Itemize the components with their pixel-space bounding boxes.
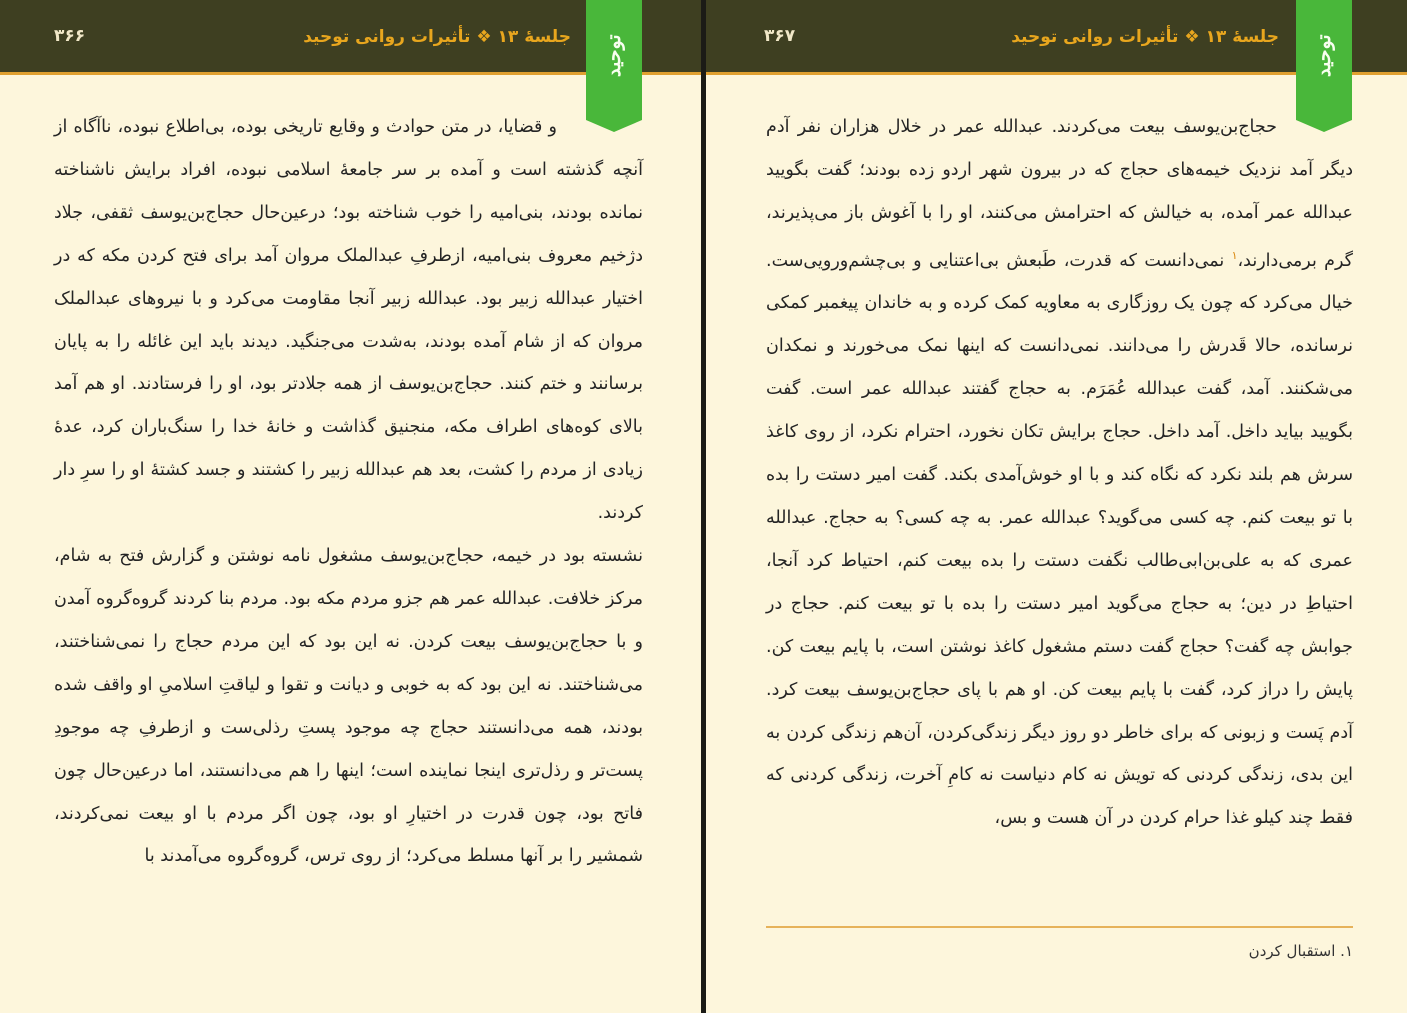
footnote: ۱. استقبال کردن [1248, 942, 1353, 960]
right-paragraph-start: حجاج‌بن‌یوسف بیعت می‌کردند. عبدالله عمر در خلال هزاران نفر آدم دیگر آمد نزدیک خیمه‌های حجاج که در بیرون شهر اردو زده بودند؛ گفت بگویید عبدالله عمر آمده، به خیالش که احترامش می‌کنند، او را با آغوش باز می‌پذیرند، گرم برمی‌دارند، [766, 117, 1354, 271]
left-ribbon-label: توحید [603, 34, 625, 78]
right-running-title: جلسهٔ ۱۳ ❖ تأثیرات روانی توحید [1011, 27, 1279, 47]
left-paragraph-2: نشسته بود در خیمه، حجاج‌بن‌یوسف مشغول نامه نوشتن و گزارش فتح به شام، مرکز خلافت. عبدالله عمر هم جزو مردم مکه بود. مردم بنا کردند گروه‌گروه آمدن و با حجاج‌بن‌یوسف بیعت کردن. نه این بود که این مردم حجاج را نمی‌شناختند، می‌شناختند. نه این بود که به خوبی و دیانت و تقوا و لیاقتِ اسلامیِ او واقف شده بودند، همه می‌دانستند حجاج چه موجود پستِ رذلی‌ست و ازطرفِ چه موجودِ پست‌تر و رذل‌تری اینجا نماینده است؛ اینها را هم می‌دانستند، اما درعین‌حال چون فاتح بود، چون قدرت در اختیارِ او بود، چون اگر مردم با او بیعت نمی‌کردند، شمشیر را بر آنها مسلط می‌کرد؛ از روی ترس، گروه‌گروه می‌آمدند با [54, 546, 643, 867]
right-paragraph [766, 106, 1353, 840]
right-paragraph-rest: نمی‌دانست که قدرت، طَبعش بی‌اعتنایی و بی‌چشم‌ورویی‌ست. خیال می‌کرد که چون یک روزگاری به معاویه کمک کرده و به خاندان پیغمبر کمکی نرسانده، حالا قَدرش را می‌دانند. نمی‌دانست که اینها نمک می‌خورند و نمکدان می‌شکنند. آمد، گفت عبدالله عُمَرَم. به حجاج گفتند عبدالله عمر است. گفت بگویید بیاید داخل. آمد داخل. حجاج برایش تکان نخورد، احترام نکرد، از روی کاغذ سرش هم بلند نکرد که نگاه کند و با او خوش‌آمدی بکند. گفت امیر دستت را بده با تو بیعت کنم. چه کسی می‌گوید؟ عبدالله عمر. به چه کسی؟ به حجاج. عبدالله عمری که به علی‌بن‌ابی‌طالب نگفت دستت را بده بیعت کنم، احتیاط کرد آنجا، احتیاطِ در دین؛ به حجاج می‌گوید امیر دستت را بده با تو بیعت کنم. حجاج در جوابش چه گفت؟ حجاج گفت دستم مشغول کاغذ نوشتن است، با پایم بیعت کن. پایش را دراز کرد، گفت با پایم بیعت کن. او هم با پای حجاج‌بن‌یوسف بیعت کرد. آدم پَست و زبونی که برای خاطر دو روز دیگر زندگی‌کردن، آن‌هم زندگی کردن به این بدی، زندگی کردنی که تویش نه کام دنیاست نه کامِ آخرت، زندگی کردنی که فقط چند کیلو غذا حرام کردن در آن هست و بس، [766, 250, 1353, 829]
right-ribbon-label: توحید [1313, 34, 1335, 78]
footnote-marker[interactable]: ۱ [1231, 248, 1238, 262]
right-page-number: ۳۶۷ [764, 26, 796, 46]
footnote-divider [766, 926, 1353, 928]
left-paragraph-1: و قضایا، در متن حوادث و وقایع تاریخی بوده، بی‌اطلاع نبوده، ناآگاه از آنچه گذشته است و آمده بر سر جامعهٔ اسلامی نبوده، افراد برایش ناشناخته نمانده بودند، بنی‌امیه را خوب شناخته بود؛ درعین‌حال حجاج‌بن‌یوسف ثقفی، جلاد دژخیم معروف بنی‌امیه، ازطرفِ عبدالملک مروان آمد برای فتح کردن مکه که در اختیار عبدالله زبیر بود. عبدالله زبیر آنجا مقاومت می‌کرد و با نیروهای عبدالملک مروان که از شام آمده بودند، به‌شدت می‌جنگید. دیدند باید این غائله را به پایان برسانند و ختم کنند. حجاج‌بن‌یوسف از همه جلادتر بود، او را فرستادند. او هم آمد بالای کوه‌های اطراف مکه، منجنیق گذاشت و خانهٔ خدا را سنگ‌باران کرد، عدهٔ زیادی از مردم را کشت، بعد هم عبدالله زبیر را کشتند و جسد کشتهٔ او را سرِ دار کردند. [54, 117, 643, 524]
left-body [54, 106, 643, 878]
right-bookmark-ribbon [1296, 0, 1352, 120]
left-page [0, 0, 701, 1013]
left-running-title: جلسهٔ ۱۳ ❖ تأثیرات روانی توحید [303, 27, 571, 47]
left-page-number: ۳۶۶ [54, 26, 86, 46]
right-body [766, 106, 1353, 840]
left-bookmark-ribbon [586, 0, 642, 120]
right-page [706, 0, 1407, 1013]
